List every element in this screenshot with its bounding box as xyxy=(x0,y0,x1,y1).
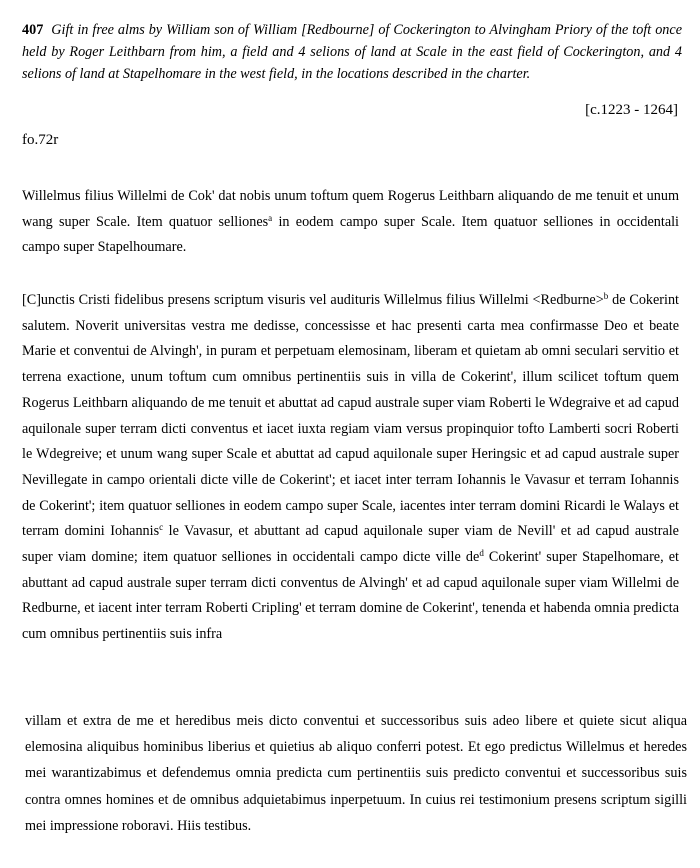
summary-paragraph xyxy=(22,184,679,261)
summary-text-1: Willelmus filius Willelmi de Cok' dat nobis unum toftum quem Rogerus Leithbarn aliquando de me tenuit et unum wang super Scale. Item quatuor selliones xyxy=(22,188,679,230)
charter-text-3: le Vavasur, et abuttant ad capud aquilonale super viam de Nevill' et ad capud australe super viam domine; item quatuor selliones in occidentali campo dicte ville de xyxy=(22,523,679,566)
entry-heading xyxy=(22,19,682,85)
charter-continuation: villam et extra de me et heredibus meis dicto conventui et successoribus suis adeo libere et quiete sicut aliqua elemosina aliquibus hominibus liberius et quietius ab aliquo conferri potest. Et ego predictus Willelmus et heredes mei warantizabimus et defendemus omnia predicta cum pertinentiis suis predicto conventui et successoribus suis contra omnes homines et de omnibus adquietabimus inperpetuum. In cuius rei testimonium presens scriptum sigilli mei impressione roboravi. Hiis testibus. xyxy=(25,713,687,834)
entry-number: 407 xyxy=(22,22,44,38)
charter-text-1: [C]unctis Cristi fidelibus presens scriptum visuris vel audituris Willelmus filius Willelmi <Redburne> xyxy=(22,292,604,308)
charter-paragraph xyxy=(22,288,679,648)
entry-date: [c.1223 - 1264] xyxy=(585,102,678,118)
footnote-marker-d: d xyxy=(479,548,484,559)
charter-text-2: de Cokerint salutem. Noverit universitas vestra me dedisse, concessisse et hac presenti carta mea confirmasse Deo et beate Marie et conventui de Alvingh', in puram et perpetuam elemosinam, liberam et quietam ab omni seculari servitio et terrena exactione, unum toftum cum omnibus pertinentiis suis in villa de Cokerint', illum scilicet toftum quem Rogerus Leithbarn aliquando de me tenuit et abuttat ad capud australe super viam Roberti le Wdegraive et ad capud aquilonale super terram dicti conventus et iacet iuxta regiam viam versus propinquior tofto Lamberti socri Roberti le Wdegreive; et unum wang super Scale et abuttat ad capud aquilonale super Heringsic et ad capud australe super Nevillegate in campo orientali dicte ville de Cokerint'; et iacet inter terram Iohannis le Vavasur et terram Iohannis de Cokerint'; item quatuor selliones in eodem campo super Scale, iacentes inter terram domini Ricardi le Walays et terram domini Iohannis xyxy=(22,292,680,540)
summary-text-2: in eodem campo super Scale. Item quatuor selliones in occidentali campo super Stapelhoumare. xyxy=(22,213,679,256)
footnote-marker-c: c xyxy=(159,522,164,533)
footnote-marker-b: b xyxy=(603,291,609,301)
charter-text-4: Cokerint' super Stapelhomare, et abuttant ad capud australe super terram dicti conventus de Alvingh' et ad capud aquilonale super viam Willelmi de Redburne, et iacent inter terram Roberti Cripling' et terram domine de Cokerint', tenenda et habenda omnia predicta cum omnibus pertinentiis suis infra xyxy=(22,549,679,643)
entry-heading-text: Gift in free alms by William son of William [Redbourne] of Cockerington to Alvingham Priory of the toft once held by Roger Leithbarn from him, a field and 4 selions of land at Scale in the east field of Cockerington, and 4 selions of land at Stapelhomare in the west field, in the locations described in the charter. xyxy=(22,22,682,82)
folio-reference: fo.72r xyxy=(22,132,59,148)
footnote-marker-a: a xyxy=(268,212,273,223)
